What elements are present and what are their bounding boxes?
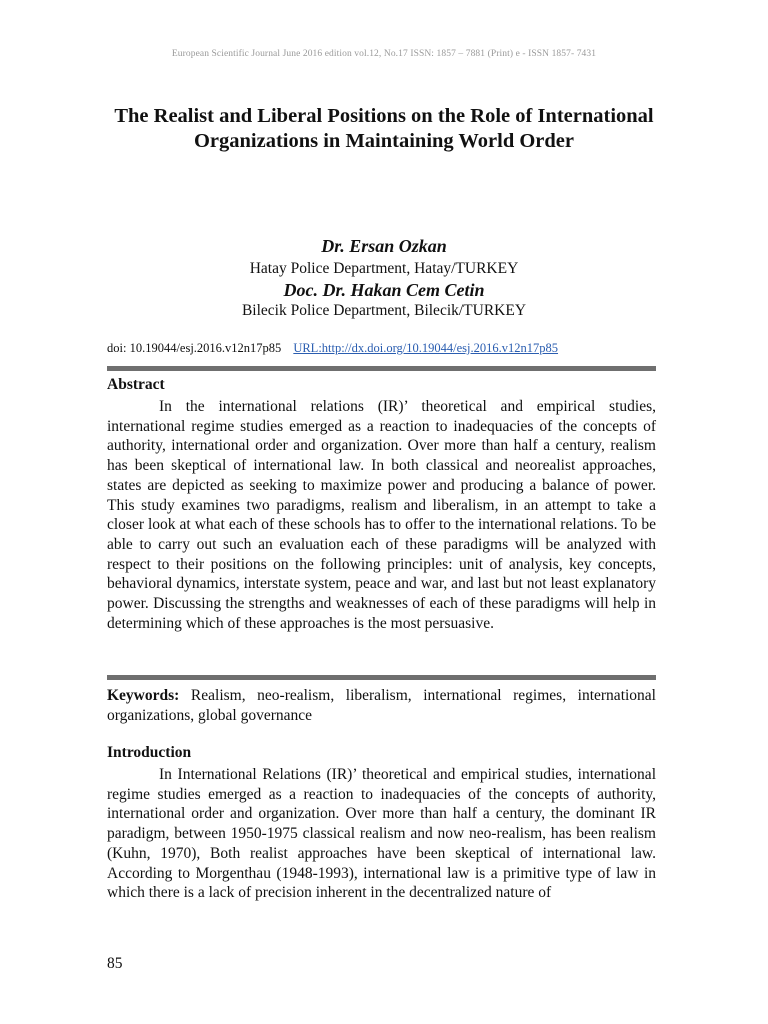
doi-url-link[interactable]: URL:http://dx.doi.org/10.19044/esj.2016.v12n17p85 <box>293 341 559 355</box>
paper-title: The Realist and Liberal Positions on the Role of International Organizations in Maintaining World Order <box>114 105 654 152</box>
abstract-heading: Abstract <box>107 376 165 393</box>
author-name-2: Doc. Dr. Hakan Cem Cetin <box>283 280 485 300</box>
author-affiliation-1: Hatay Police Department, Hatay/TURKEY <box>249 260 519 277</box>
divider-rule-top <box>107 366 656 371</box>
keywords-paragraph <box>107 686 656 725</box>
keywords-text: Realism, neo-realism, liberalism, international regimes, international organizations, global governance <box>107 687 656 724</box>
introduction-heading: Introduction <box>107 744 192 761</box>
introduction-text: In International Relations (IR)’ theoretical and empirical studies, international regime studies emerged as a reaction to inadequacies of the concepts of authority, international order and organization. Over more than half a century, the dominant IR paradigm, between 1950-1975 classical realism and now neo-realism, has been realism (Kuhn, 1970), Both realist approaches have been skeptical of international law. According to Morgenthau (1948-1993), international law is a primitive type of law in which there is a lack of precision inherent in the decentralized nature of <box>107 766 656 902</box>
author-affiliation-2: Bilecik Police Department, Bilecik/TURKEY <box>241 302 527 319</box>
doi-text: doi: 10.19044/esj.2016.v12n17p85 <box>107 341 282 355</box>
abstract-text: In the international relations (IR)’ theoretical and empirical studies, international regime studies emerged as a reaction to inadequacies of the concepts of authority, international order and organization. Over more than half a century, realism has been skeptical of international law. In both classical and neorealist approaches, states are depicted as seeking to maximize power and producing a balance of power. This study examines two paradigms, realism and liberalism, in an attempt to take a closer look at what each of these schools has to offer to the international relations. To be able to carry out such an evaluation each of these paradigms will be analyzed with respect to their positions on the following principles: unit of analysis, key concepts, behavioral dynamics, interstate system, peace and war, and last but not least explanatory power. Discussing the strengths and weaknesses of each of these paradigms will help in determining which of these approaches is the most persuasive. <box>107 398 656 632</box>
author-name-1: Dr. Ersan Ozkan <box>321 236 447 256</box>
page-number: 85 <box>107 955 123 972</box>
doi-line <box>107 341 558 356</box>
running-header: European Scientific Journal June 2016 edition vol.12, No.17 ISSN: 1857 – 7881 (Print) e - ISSN 1857- 7431 <box>171 49 597 59</box>
divider-rule-bottom <box>107 675 656 680</box>
keywords-label: Keywords: <box>107 687 180 704</box>
